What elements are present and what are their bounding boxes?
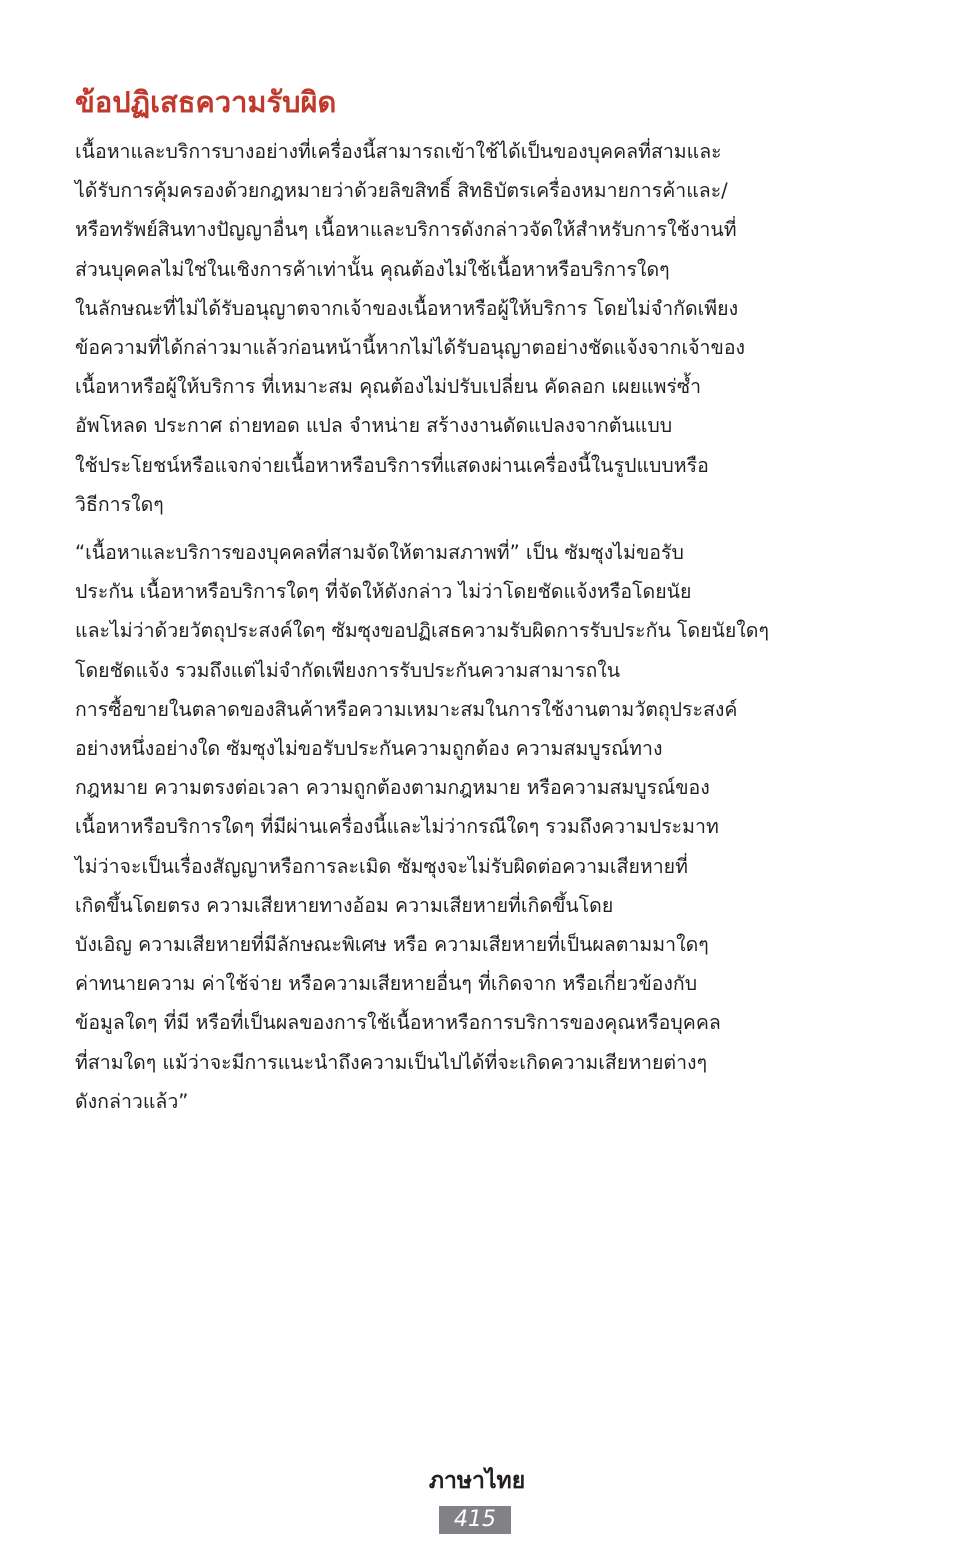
text-line: เนื้อหาหรือผู้ให้บริการ ที่เหมาะสม คุณต้องไม่ปรับเปลี่ยน คัดลอก เผยแพร่ซ้ำ <box>75 375 702 399</box>
text-line: ได้รับการคุ้มครองด้วยกฎหมายว่าด้วยลิขสิทธิ์ สิทธิบัตรเครื่องหมายการค้าและ/ <box>75 179 728 203</box>
text-line: เนื้อหาและบริการบางอย่างที่เครื่องนี้สามารถเข้าใช้ได้เป็นของบุคคลที่สามและ <box>75 140 722 163</box>
text-line: อัพโหลด ประกาศ ถ่ายทอด แปล จำหน่าย สร้างงานดัดแปลงจากต้นแบบ <box>75 414 673 438</box>
text-line: เกิดขึ้นโดยตรง ความเสียหายทางอ้อม ความเสียหายที่เกิดขึ้นโดย <box>75 893 614 917</box>
text-line: ประกัน เนื้อหาหรือบริการใดๆ ที่จัดให้ดังกล่าว ไม่ว่าโดยชัดแจ้งหรือโดยนัย <box>75 580 692 604</box>
text-line: หรือทรัพย์สินทางปัญญาอื่นๆ เนื้อหาและบริการดังกล่าวจัดให้สำหรับการใช้งานที่ <box>75 218 737 242</box>
text-line: การซื้อขายในตลาดของสินค้าหรือความเหมาะสมในการใช้งานตามวัตถุประสงค์ <box>75 697 738 721</box>
footer-language-label: ภาษาไทย <box>428 1468 526 1494</box>
text-line: ค่าทนายความ ค่าใช้จ่าย หรือความเสียหายอื่นๆ ที่เกิดจาก หรือเกี่ยวข้องกับ <box>75 972 698 996</box>
text-line: ข้อความที่ได้กล่าวมาแล้วก่อนหน้านี้หากไม่ได้รับอนุญาตอย่างชัดแจ้งจากเจ้าของ <box>75 336 746 360</box>
disclaimer-paragraph-1 <box>75 132 745 524</box>
disclaimer-paragraph-2 <box>75 533 769 1121</box>
text-line: ในลักษณะที่ไม่ได้รับอนุญาตจากเจ้าของเนื้อหาหรือผู้ให้บริการ โดยไม่จำกัดเพียง <box>75 296 739 320</box>
text-line: โดยชัดแจ้ง รวมถึงแต่ไม่จำกัดเพียงการรับประกันความสามารถใน <box>75 658 621 682</box>
text-line: บังเอิญ ความเสียหายที่มีลักษณะพิเศษ หรือ ความเสียหายที่เป็นผลตามมาใดๆ <box>75 933 709 957</box>
text-line: ที่สามใดๆ แม้ว่าจะมีการแนะนำถึงความเป็นไปได้ที่จะเกิดความเสียหายต่างๆ <box>75 1050 708 1074</box>
text-line: ข้อมูลใดๆ ที่มี หรือที่เป็นผลของการใช้เนื้อหาหรือการบริการของคุณหรือบุคคล <box>75 1011 721 1035</box>
text-line: ส่วนบุคคลไม่ใช่ในเชิงการค้าเท่านั้น คุณต้องไม่ใช้เนื้อหาหรือบริการใดๆ <box>75 257 670 281</box>
text-line: และไม่ว่าด้วยวัตถุประสงค์ใดๆ ซัมซุงขอปฏิเสธความรับผิดการรับประกัน โดยนัยใดๆ <box>75 619 769 643</box>
page-title: ข้อปฏิเสธความรับผิด <box>75 85 337 119</box>
text-line: ไม่ว่าจะเป็นเรื่องสัญญาหรือการละเมิด ซัมซุงจะไม่รับผิดต่อความเสียหายที่ <box>75 854 688 878</box>
text-line: วิธีการใดๆ <box>75 492 164 516</box>
text-line: กฎหมาย ความตรงต่อเวลา ความถูกต้องตามกฎหมาย หรือความสมบูรณ์ของ <box>75 776 710 800</box>
text-line: เนื้อหาหรือบริการใดๆ ที่มีผ่านเครื่องนี้และไม่ว่ากรณีใดๆ รวมถึงความประมาท <box>75 815 719 839</box>
text-line: “เนื้อหาและบริการของบุคคลที่สามจัดให้ตามสภาพที่” เป็น ซัมซุงไม่ขอรับ <box>75 541 684 564</box>
text-line: อย่างหนึ่งอย่างใด ซัมซุงไม่ขอรับประกันความถูกต้อง ความสมบูรณ์ทาง <box>75 737 663 761</box>
text-line: ใช้ประโยชน์หรือแจกจ่ายเนื้อหาหรือบริการที่แสดงผ่านเครื่องนี้ในรูปแบบหรือ <box>75 453 709 477</box>
page-number-badge: 415 <box>439 1506 511 1534</box>
text-line: ดังกล่าวแล้ว” <box>75 1089 189 1113</box>
